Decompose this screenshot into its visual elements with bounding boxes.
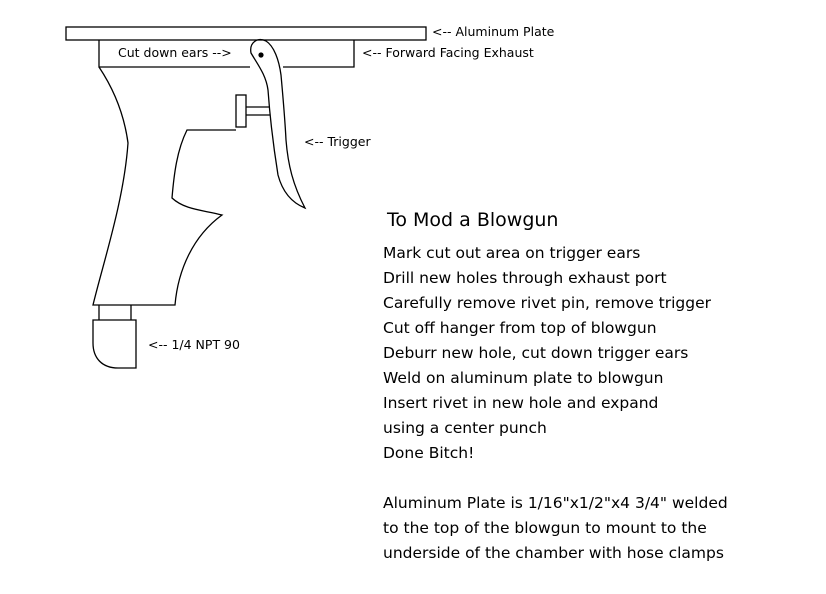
instruction-step: Weld on aluminum plate to blowgun [383, 369, 664, 387]
note-line: to the top of the blowgun to mount to the [383, 519, 707, 537]
pivot-rivet [258, 52, 263, 57]
blowgun-body [93, 40, 354, 305]
instruction-step: Mark cut out area on trigger ears [383, 244, 641, 262]
trigger-label: <-- Trigger [304, 134, 371, 149]
instruction-step: Deburr new hole, cut down trigger ears [383, 344, 689, 362]
forward-facing-exhaust-label: <-- Forward Facing Exhaust [362, 45, 534, 60]
npt-fitting-label: <-- 1/4 NPT 90 [148, 337, 240, 352]
instructions-block [383, 207, 823, 566]
cut-down-ears-label: Cut down ears --> [118, 45, 232, 60]
plate-spec-note [383, 491, 823, 566]
trigger [251, 40, 305, 208]
note-line: Aluminum Plate is 1/16"x1/2"x4 3/4" welded [383, 494, 728, 512]
instruction-step: Cut off hanger from top of blowgun [383, 319, 657, 337]
aluminum-plate-label: <-- Aluminum Plate [432, 24, 555, 39]
base-stem [99, 305, 131, 320]
instruction-step: Carefully remove rivet pin, remove trigger [383, 294, 712, 312]
instruction-step: Drill new holes through exhaust port [383, 269, 667, 287]
instruction-step: Done Bitch! [383, 444, 475, 462]
instruction-step: using a center punch [383, 419, 547, 437]
note-line: underside of the chamber with hose clamps [383, 544, 724, 562]
aluminum-plate [66, 27, 426, 40]
instructions-title: To Mod a Blowgun [387, 209, 559, 231]
valve-housing [236, 95, 246, 127]
instruction-step: Insert rivet in new hole and expand [383, 394, 659, 412]
npt-fitting [93, 320, 136, 368]
valve-stem [246, 107, 270, 115]
